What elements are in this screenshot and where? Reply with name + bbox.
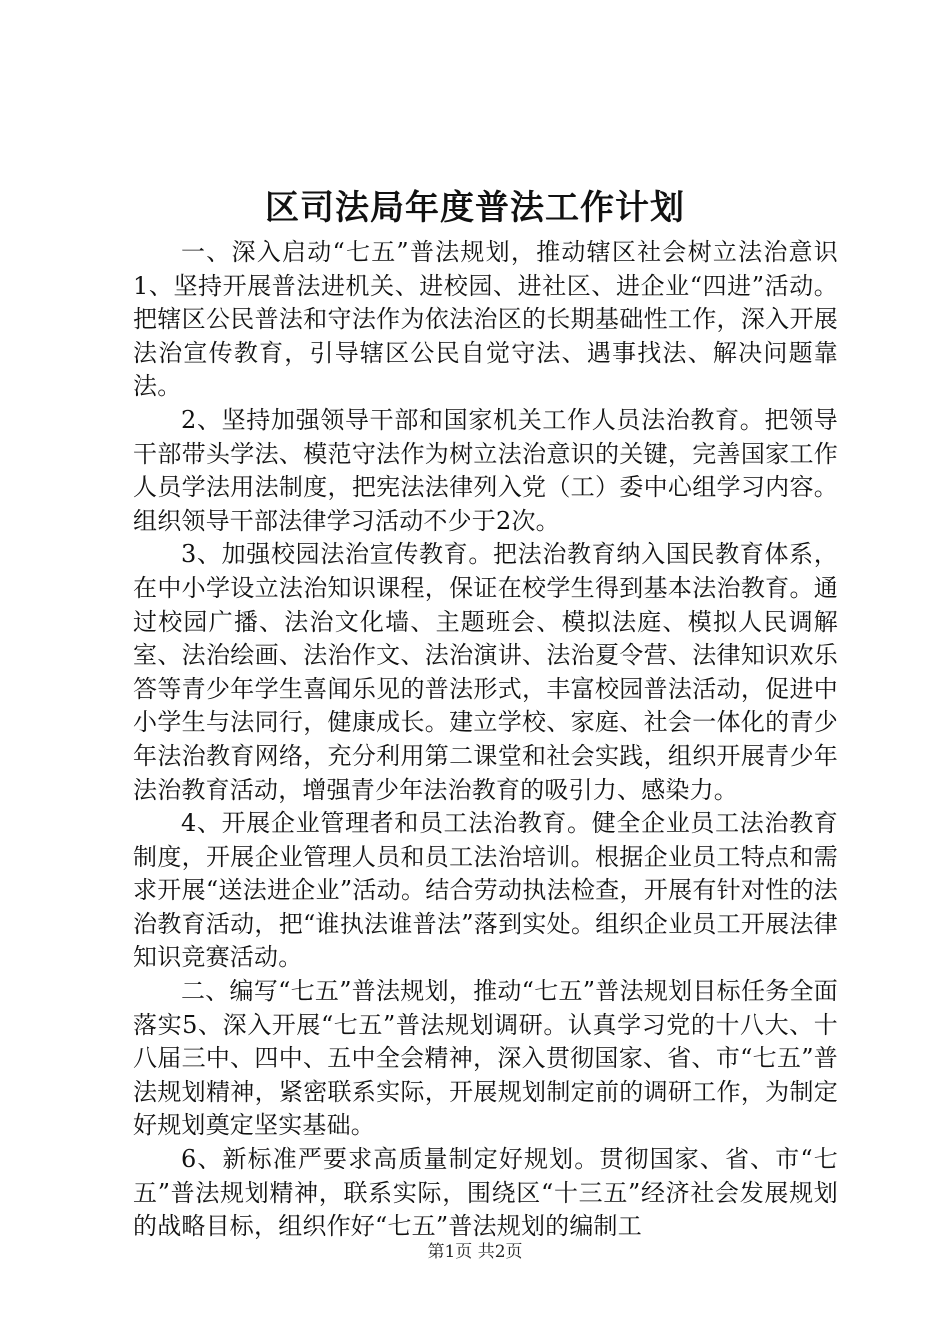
paragraph-1: 一、深入启动“七五”普法规划，推动辖区社会树立法治意识1、坚持开展普法进机关、进校园、进社区、进企业“四进”活动。把辖区公民普法和守法作为依法治区的长期基础性工作，深入开展法治宣传教育，引导辖区公民自觉守法、遇事找法、解决问题靠法。 — [133, 238, 838, 401]
paragraph-6: 6、新标准严要求高质量制定好规划。贯彻国家、省、市“七五”普法规划精神，联系实际，围绕区“十三五”经济社会发展规划的战略目标，组织作好“七五”普法规划的编制工 — [133, 1145, 838, 1241]
paragraph-2: 2、坚持加强领导干部和国家机关工作人员法治教育。把领导干部带头学法、模范守法作为树立法治意识的关键，完善国家工作人员学法用法制度，把宪法法律列入党（工）委中心组学习内容。组织领导干部法律学习活动不少于2次。 — [133, 405, 838, 535]
paragraph-3: 3、加强校园法治宣传教育。把法治教育纳入国民教育体系，在中小学设立法治知识课程，保证在校学生得到基本法治教育。通过校园广播、法治文化墙、主题班会、模拟法庭、模拟人民调解室、法治绘画、法治作文、法治演讲、法治夏令营、法律知识欢乐答等青少年学生喜闻乐见的普法形式，丰富校园普法活动，促进中小学生与法同行，健康成长。建立学校、家庭、社会一体化的青少年法治教育网络，充分利用第二课堂和社会实践，组织开展青少年法治教育活动，增强青少年法治教育的吸引力、感染力。 — [133, 540, 838, 804]
paragraph-5: 二、编写“七五”普法规划，推动“七五”普法规划目标任务全面落实5、深入开展“七五”普法规划调研。认真学习党的十八大、十八届三中、四中、五中全会精神，深入贯彻国家、省、市“七五”普法规划精神，紧密联系实际，开展规划制定前的调研工作，为制定好规划奠定坚实基础。 — [133, 977, 838, 1140]
document-body — [133, 236, 838, 1244]
page-footer: 第1页 共2页 — [427, 1242, 523, 1262]
document-title: 区司法局年度普法工作计划 — [265, 188, 685, 228]
paragraph-4: 4、开展企业管理者和员工法治教育。健全企业员工法治教育制度，开展企业管理人员和员工法治培训。根据企业员工特点和需求开展“送法进企业”活动。结合劳动执法检查，开展有针对性的法治教育活动，把“谁执法谁普法”落到实处。组织企业员工开展法律知识竞赛活动。 — [133, 809, 838, 972]
